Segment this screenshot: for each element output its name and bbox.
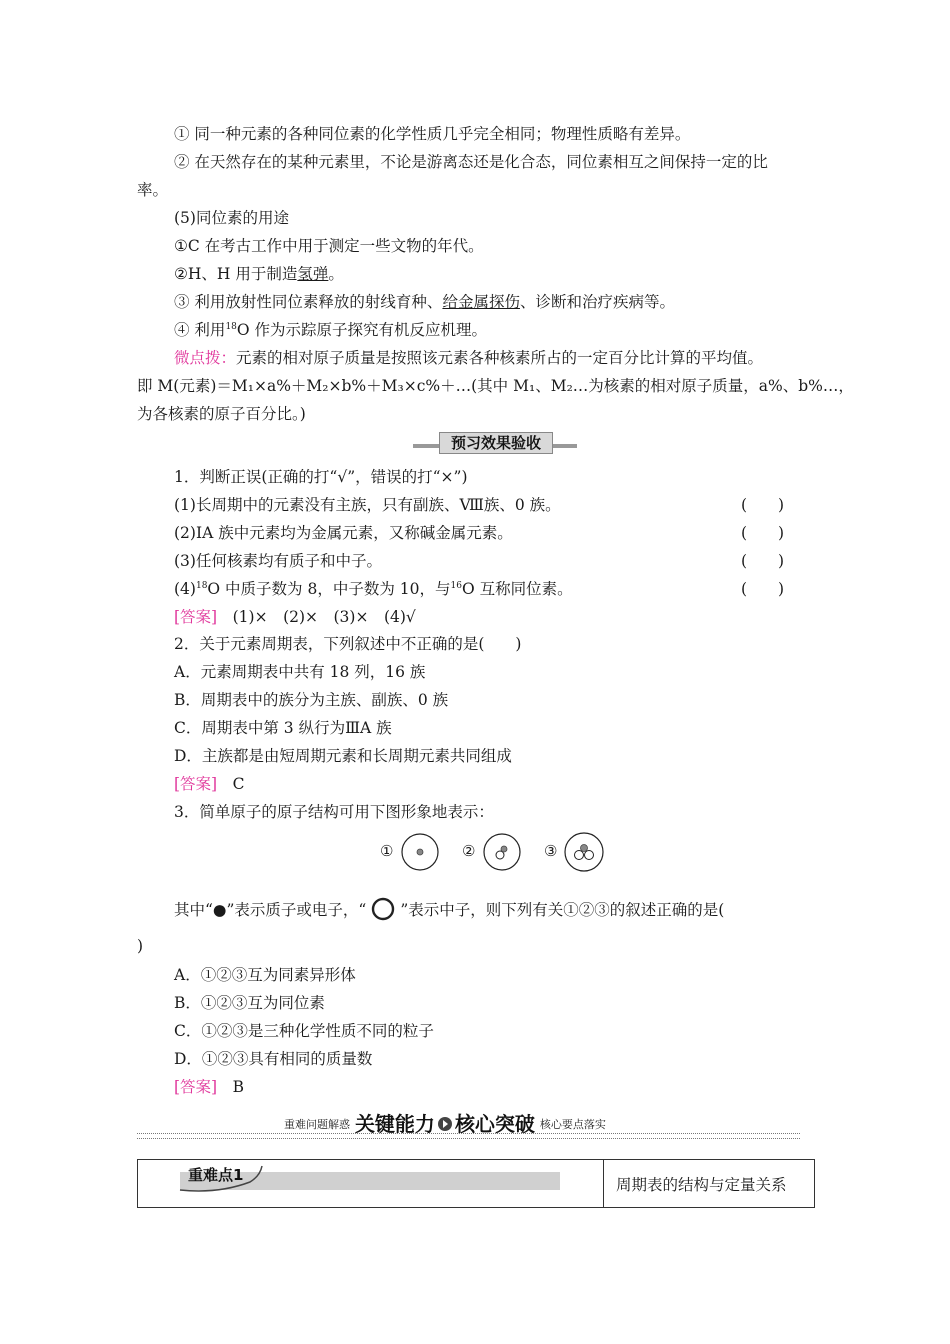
use-text: ④ 利用: [174, 321, 226, 339]
banner-title: 预习效果验收: [439, 432, 553, 454]
q3-option-a: A．①②③互为同素异形体: [174, 966, 356, 984]
use-item-hydrogen: [174, 264, 344, 284]
q1-item4-text: O 互称同位素。: [461, 580, 573, 598]
paragraph-isotope-property-1: ① 同一种元素的各种同位素的化学性质几乎完全相同；物理性质略有差异。: [174, 125, 691, 143]
q1-blank-2: ( ): [741, 524, 785, 542]
atom-label: ②: [462, 842, 476, 860]
box-divider: [603, 1160, 604, 1207]
answer-label: [答案]: [174, 775, 218, 793]
q2-option-a: A．元素周期表中共有 18 列，16 族: [174, 663, 426, 681]
q1-blank-1: ( ): [741, 496, 785, 514]
use-item-radiation: [174, 292, 675, 312]
q2-option-b: B．周期表中的族分为主族、副族、0 族: [174, 691, 449, 709]
section-left-caption: 重难问题解惑: [284, 1118, 350, 1131]
q1-item4-text: O 中质子数为 8，中子数为 10，与: [207, 580, 451, 598]
q1-item-3: (3)任何核素均有质子和中子。: [174, 552, 382, 570]
use-text: ③ 利用放射性同位素释放的射线育种、: [174, 293, 443, 311]
mass-number: 18: [195, 581, 208, 591]
preview-banner: [413, 432, 577, 454]
q1-item4-text: (4): [174, 580, 196, 598]
q3-stem: 3．简单原子的原子结构可用下图形象地表示：: [174, 803, 494, 821]
q3-description-cont: ): [137, 937, 144, 955]
use-text: 。: [328, 265, 344, 283]
atom-label: ③: [544, 842, 558, 860]
use-item-carbon: ①C 在考古工作中用于测定一些文物的年代。: [174, 237, 484, 255]
q1-item-1: (1)长周期中的元素没有主族，只有副族、Ⅷ族、0 族。: [174, 496, 561, 514]
mass-number: 18: [225, 322, 237, 332]
atom-2-drawing: [462, 828, 522, 876]
q2-option-d: D．主族都是由短周期元素和长周期元素共同组成: [174, 747, 512, 765]
q1-item-4: [174, 579, 573, 599]
answer-label: [答案]: [174, 608, 218, 626]
q3-desc-text: ”表示中子，则下列有关①②③的叙述正确的是(: [400, 901, 725, 919]
use-text: 、诊断和治疗疾病等。: [519, 293, 675, 311]
q3-option-c: C．①②③是三种化学性质不同的粒子: [174, 1022, 434, 1040]
tip-text: 元素的相对原子质量是按照该元素各种核素所占的一定百分比计算的平均值。: [236, 349, 764, 367]
q3-answer: [174, 1077, 244, 1097]
tip-line-2: 即 M(元素)＝M₁×a%＋M₂×b%＋M₃×c%＋…(其中 M₁、M₂…为核素的相对原子质量，a%、b%…，: [137, 377, 854, 395]
q3-description: [174, 897, 724, 921]
q1-stem: 1．判断正误(正确的打“√”，错误的打“×”): [174, 468, 468, 486]
key-point-title: 周期表的结构与定量关系: [616, 1176, 787, 1194]
section-title-2: 核心突破: [454, 1112, 535, 1136]
neutron-circle-icon: [368, 897, 398, 921]
section-divider: [137, 1133, 800, 1139]
subheading-isotope-uses: (5)同位素的用途: [174, 209, 289, 227]
underlined-term: 给金属探伤: [442, 293, 520, 311]
tip-line-1: [174, 348, 763, 368]
use-item-tracer: [174, 320, 487, 340]
q1-blank-3: ( ): [741, 552, 785, 570]
q2-stem: 2．关于元素周期表，下列叙述中不正确的是( ): [174, 635, 522, 653]
q2-option-c: C．周期表中第 3 纵行为ⅢA 族: [174, 719, 392, 737]
q2-answer: [174, 774, 245, 794]
atom-diagram: [380, 828, 610, 876]
mass-number: 16: [450, 581, 462, 591]
paragraph-isotope-property-2-cont: 率。: [137, 181, 169, 199]
answer-label: [答案]: [174, 1078, 218, 1096]
key-point-tag: 重难点1: [188, 1166, 244, 1184]
underlined-term: 氢弹: [297, 265, 329, 283]
answer-text: C: [232, 775, 245, 793]
tip-label: 微点拨：: [174, 349, 237, 367]
key-point-box: [137, 1159, 815, 1208]
use-text: O 作为示踪原子探究有机反应机理。: [236, 321, 488, 339]
q3-option-d: D．①②③具有相同的质量数: [174, 1050, 373, 1068]
use-text: ②H、H 用于制造: [174, 265, 298, 283]
atom-3-drawing: [544, 828, 610, 876]
atom-label: ①: [380, 842, 394, 860]
paragraph-isotope-property-2: ② 在天然存在的某种元素里，不论是游离态还是化合态，同位素相互之间保持一定的比: [174, 153, 768, 171]
q1-blank-4: ( ): [741, 580, 785, 598]
q1-answer: [174, 607, 416, 627]
atom-1-drawing: [380, 828, 440, 876]
atom-2: [462, 828, 522, 876]
arrow-circle-icon: [437, 1116, 453, 1132]
answer-text: B: [232, 1078, 245, 1096]
atom-3: [544, 828, 610, 876]
section-title-1: 关键能力: [354, 1112, 435, 1136]
atom-1: [380, 828, 440, 876]
answer-text: (1)× (2)× (3)× (4)√: [232, 608, 416, 626]
q3-option-b: B．①②③互为同位素: [174, 994, 325, 1012]
tip-line-3: 为各核素的原子百分比。): [137, 405, 306, 423]
section-right-caption: 核心要点落实: [539, 1118, 606, 1131]
q1-item-2: (2)ⅠA 族中元素均为金属元素，又称碱金属元素。: [174, 524, 513, 542]
q3-desc-text: 其中“●”表示质子或电子，“: [174, 901, 367, 919]
